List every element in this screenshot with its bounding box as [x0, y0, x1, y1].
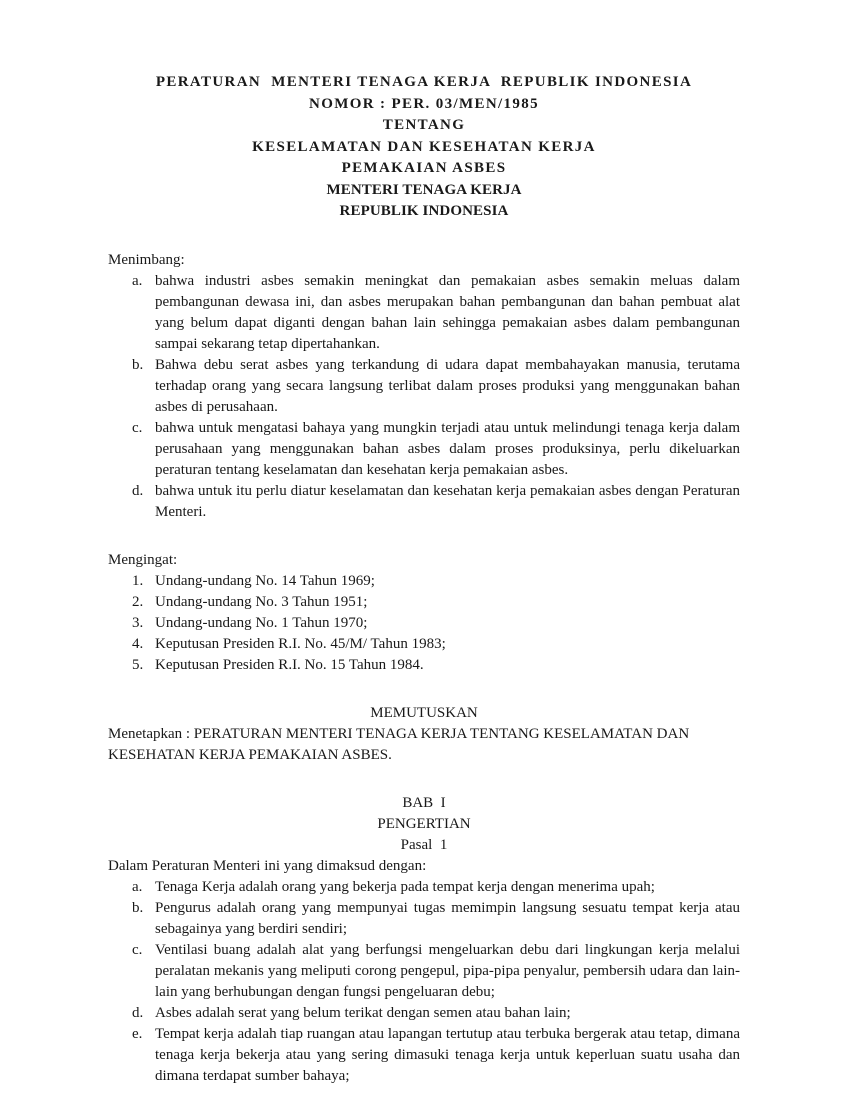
spacer	[108, 676, 740, 703]
list-item	[108, 940, 740, 1003]
list-marker: 1.	[132, 572, 144, 589]
list-marker: 2.	[132, 593, 144, 610]
list-marker: c.	[132, 419, 143, 436]
list-item	[108, 355, 740, 418]
list-item-text: Ventilasi buang adalah alat yang berfungsi mengeluarkan debu dari lingkungan kerja melalui peralatan mekanis yang meliputi corong pengepul, pipa-pipa penyalur, pembersih udara dan lain-lain yang berhubungan dengan fungsi pengeluaran debu;	[155, 941, 740, 1000]
list-item	[108, 1003, 740, 1024]
list-item-text: Bahwa debu serat asbes yang terkandung di udara dapat membahayakan manusia, terutama terhadap orang yang secara langsung terlibat dalam proses produksi yang menggunakan bahan asbes di perusahaan.	[155, 356, 740, 415]
list-item	[108, 481, 740, 523]
list-marker: 4.	[132, 635, 144, 652]
title-line-subject-detail: PEMAKAIAN ASBES	[341, 160, 507, 176]
title-line-subject: KESELAMATAN DAN KESEHATAN KERJA	[252, 138, 596, 155]
recalling-list	[108, 571, 740, 676]
list-marker: a.	[132, 878, 143, 895]
list-item-text: Undang-undang No. 14 Tahun 1969;	[155, 572, 375, 589]
list-item-text: Undang-undang No. 1 Tahun 1970;	[155, 614, 368, 631]
list-marker: 5.	[132, 656, 144, 673]
definitions-list	[108, 877, 740, 1087]
list-item-text: bahwa untuk mengatasi bahaya yang mungkin terjadi atau untuk melindungi tenaga kerja dalam perusahaan yang menggunakan bahan asbes dalam proses produksinya, perlu dikeluarkan peraturan tentang keselamatan dan kesehatan kerja pemakaian asbes.	[155, 419, 740, 478]
list-item	[108, 571, 740, 592]
list-item-text: Asbes adalah serat yang belum terikat dengan semen atau bahan lain;	[155, 1004, 571, 1021]
title-line-regulation-name: PERATURAN MENTERI TENAGA KERJA REPUBLIK INDONESIA	[155, 74, 693, 90]
list-marker: c.	[132, 941, 143, 958]
list-item	[108, 634, 740, 655]
decision-body: Menetapkan : PERATURAN MENTERI TENAGA KERJA TENTANG KESELAMATAN DAN KESEHATAN KERJA PEMAKAIAN ASBES.	[108, 725, 690, 763]
list-item-text: bahwa untuk itu perlu diatur keselamatan dan kesehatan kerja pemakaian asbes dengan Peraturan Menteri.	[155, 482, 740, 520]
list-item-text: Tenaga Kerja adalah orang yang bekerja pada tempat kerja dengan menerima upah;	[155, 878, 655, 895]
list-marker: b.	[132, 899, 144, 916]
title-line-ministry: MENTERI TENAGA KERJA	[326, 181, 522, 198]
list-item-text: Undang-undang No. 3 Tahun 1951;	[155, 593, 368, 610]
list-marker: a.	[132, 272, 143, 289]
list-item-text: Keputusan Presiden R.I. No. 45/M/ Tahun 1983;	[155, 635, 446, 652]
list-item	[108, 877, 740, 898]
list-item-text: Pengurus adalah orang yang mempunyai tugas memimpin langsung sesuatu tempat kerja atau sebagainya yang berdiri sendiri;	[155, 899, 740, 937]
recalling-heading: Mengingat:	[108, 551, 178, 568]
article-intro: Dalam Peraturan Menteri ini yang dimaksud dengan:	[108, 857, 427, 874]
list-item	[108, 613, 740, 634]
chapter-label: BAB I	[402, 794, 446, 811]
considering-heading: Menimbang:	[108, 251, 185, 268]
considering-list	[108, 271, 740, 523]
list-marker: e.	[132, 1025, 143, 1042]
decision-heading: MEMUTUSKAN	[370, 704, 478, 721]
title-line-tentang: TENTANG	[382, 117, 466, 133]
chapter-block	[108, 793, 740, 1087]
list-item	[108, 592, 740, 613]
list-item-text: Tempat kerja adalah tiap ruangan atau lapangan tertutup atau terbuka bergerak atau tetap, dimana tenaga kerja bekerja atau yang sering dimasuki tenaga kerja untuk keperluan suatu usaha dan dimana terdapat sumber bahaya;	[155, 1025, 740, 1084]
list-marker: 3.	[132, 614, 144, 631]
article-label: Pasal 1	[400, 836, 448, 853]
list-item-text: Keputusan Presiden R.I. No. 15 Tahun 1984.	[155, 656, 424, 673]
document-title-block	[108, 72, 740, 223]
list-item	[108, 1024, 740, 1087]
title-line-number: NOMOR : PER. 03/MEN/1985	[309, 95, 539, 112]
list-marker: d.	[132, 1004, 144, 1021]
list-item	[108, 898, 740, 940]
list-item	[108, 418, 740, 481]
list-marker: b.	[132, 356, 144, 373]
document-content	[108, 72, 740, 1087]
list-marker: d.	[132, 482, 144, 499]
title-line-country: REPUBLIK INDONESIA	[339, 203, 509, 219]
list-item	[108, 655, 740, 676]
list-item	[108, 271, 740, 355]
chapter-title: PENGERTIAN	[377, 815, 471, 832]
list-item-text: bahwa industri asbes semakin meningkat dan pemakaian asbes semakin meluas dalam pembangunan dewasa ini, dan asbes merupakan bahan pembangunan dan bahan pembuat alat yang belum dapat diganti dengan bahan lain sehingga pemakaian asbes dalam pembangunan sampai sekarang tetap dipertahankan.	[155, 272, 740, 352]
